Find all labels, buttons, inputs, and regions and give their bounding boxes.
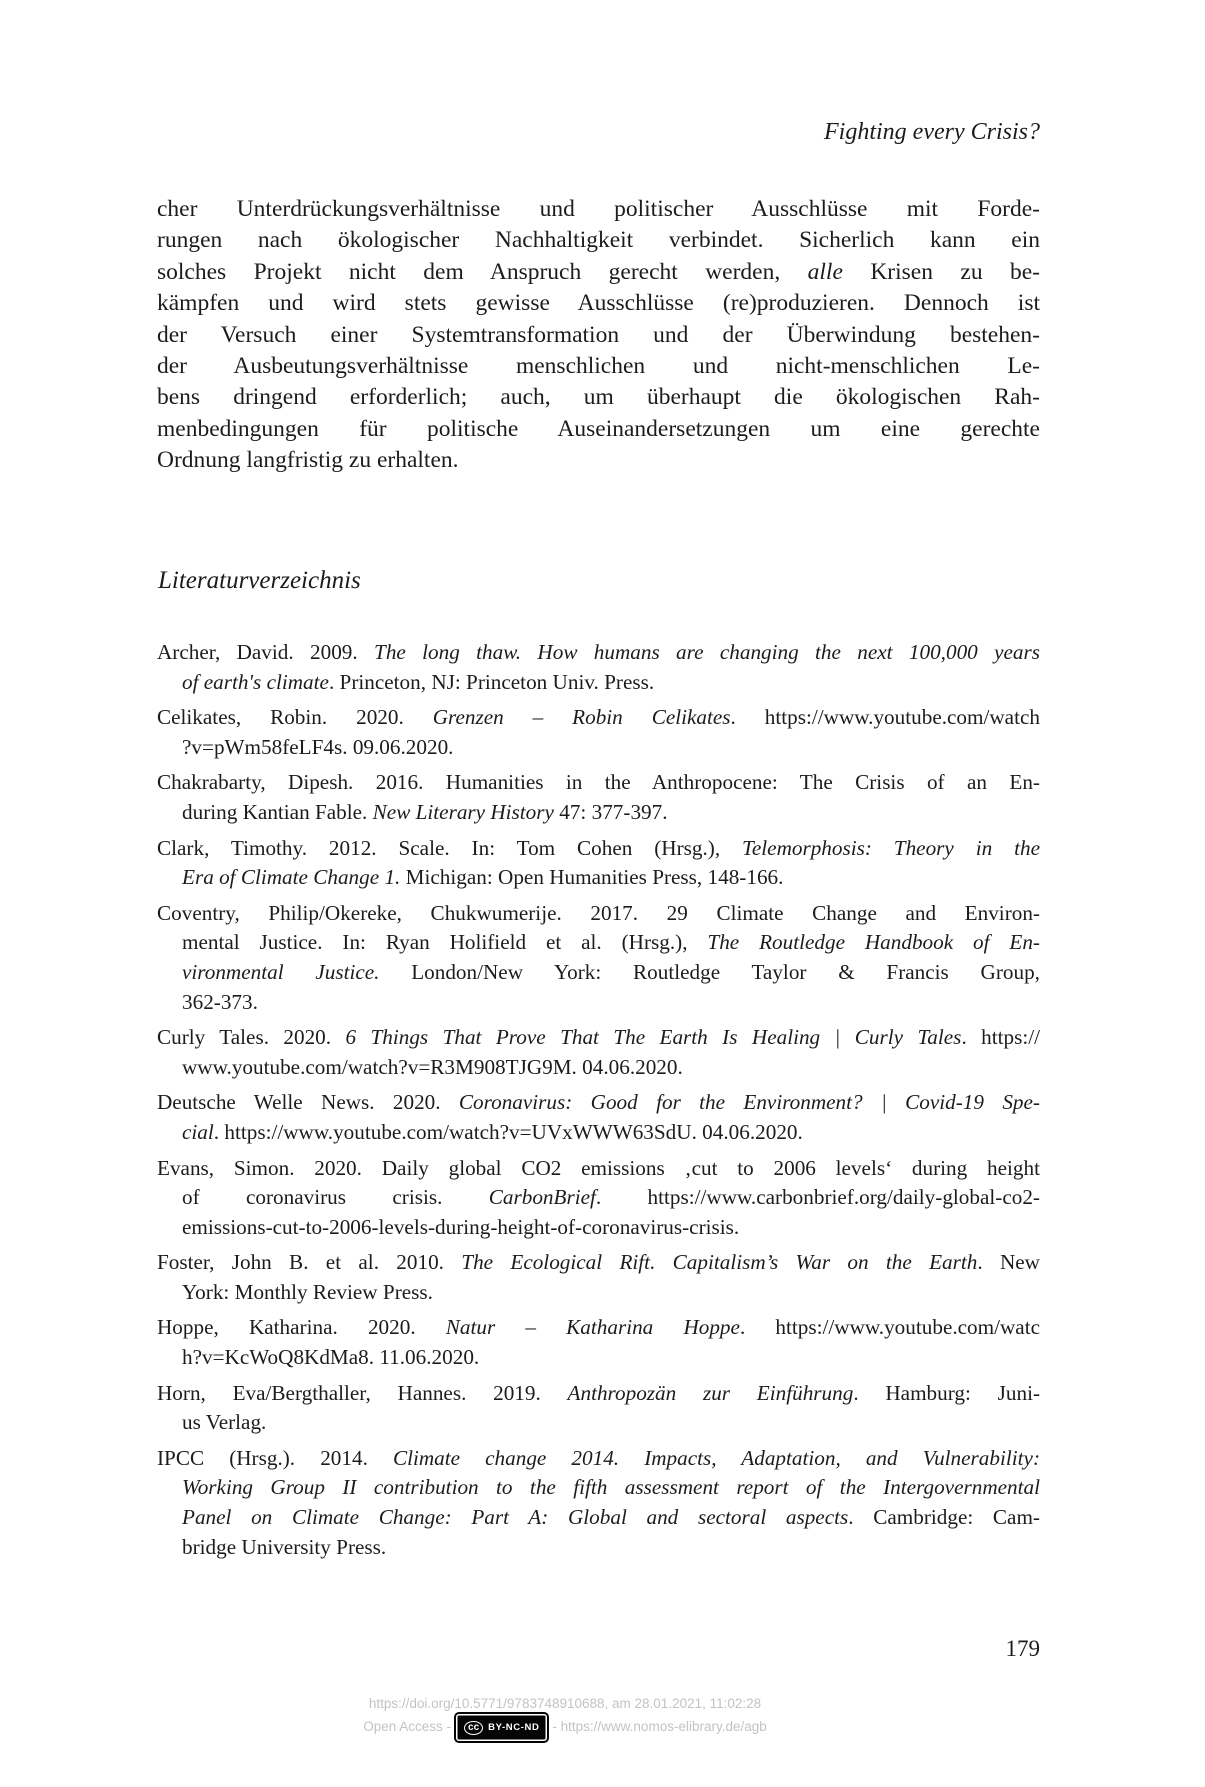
italic-text: Anthropozän zur Einführung <box>567 1380 854 1405</box>
text: ?v=pWm58feLF4s. 09.06.2020. <box>182 734 454 759</box>
text: during Kantian Fable. <box>182 799 373 824</box>
italic-text: Era of Climate Change 1. <box>182 865 401 890</box>
text: 47: 377-397. <box>553 799 668 824</box>
text: Celikates, Robin. 2020. <box>157 705 433 730</box>
text: Archer, David. 2009. <box>157 640 375 664</box>
running-header: Fighting every Crisis? <box>824 119 1040 145</box>
footer-doi-line: https://doi.org/10.5771/9783748910688, am 28.01.2021, 11:02:28 <box>368 1696 762 1711</box>
text-line <box>157 1023 1040 1053</box>
italic-text: 6 Things That Prove That The Earth Is Healing | Curly Tales <box>345 1025 962 1050</box>
text: rungen nach ökologischer Nachhaltigkeit verbindet. Sicherlich kann ein <box>157 227 1040 254</box>
section-heading: Literaturverzeichnis <box>158 567 361 594</box>
text: solches Projekt nicht dem Anspruch gerecht werden, <box>157 258 808 285</box>
bibliography-entry <box>157 1444 1040 1562</box>
page-footer <box>0 1693 1130 1741</box>
text: . Cambridge: Cam- <box>848 1505 1040 1530</box>
text-line <box>157 703 1040 733</box>
text: mental Justice. In: Ryan Holifield et al. (Hrsg.), <box>182 930 708 955</box>
text: menbedingungen für politische Auseinandersetzungen um eine gerechte <box>157 415 1040 442</box>
text-line <box>157 1278 1040 1308</box>
cc-icon: cc <box>464 1721 483 1735</box>
text: London/New York: Routledge Taylor & Francis Group, <box>379 959 1040 984</box>
text-line <box>157 1473 1040 1503</box>
text: Horn, Eva/Bergthaller, Hannes. 2019. <box>157 1380 568 1405</box>
text: Ordnung langfristig zu erhalten. <box>157 447 459 474</box>
text: Coventry, Philip/Okereke, Chukwumerije. 2017. 29 Climate Change and Environ- <box>157 900 1040 925</box>
text: cher Unterdrückungsverhältnisse und politischer Ausschlüsse mit Forde- <box>157 196 1040 222</box>
text-line <box>157 225 1040 256</box>
text-line <box>157 1408 1040 1438</box>
text: Deutsche Welle News. 2020. <box>157 1090 459 1115</box>
text: York: Monthly Review Press. <box>182 1279 433 1304</box>
text: us Verlag. <box>182 1410 267 1435</box>
text: bridge University Press. <box>182 1534 387 1559</box>
text-line <box>157 1444 1040 1474</box>
text-line <box>157 668 1040 698</box>
italic-text: Panel on Climate Change: Part A: Global and sectoral aspects <box>182 1505 849 1530</box>
agb-url-label: - https://www.nomos-elibrary.de/agb <box>552 1719 767 1735</box>
text: . https://www.carbonbrief.org/daily-global-co2- <box>595 1185 1040 1210</box>
text: of coronavirus crisis. <box>182 1185 489 1210</box>
text-line <box>157 194 1040 225</box>
text-line <box>157 1053 1040 1083</box>
bibliography-entry <box>157 1313 1040 1372</box>
text-line <box>157 1313 1040 1343</box>
text: www.youtube.com/watch?v=R3M908TJG9M. 04.06.2020. <box>182 1054 683 1079</box>
text-line <box>157 288 1040 319</box>
text-line <box>157 834 1040 864</box>
text-line <box>157 899 1040 929</box>
bibliography-entry <box>157 1379 1040 1438</box>
text: kämpfen und wird stets gewisse Ausschlüsse (re)produzieren. Dennoch ist <box>157 290 1040 317</box>
text: Clark, Timothy. 2012. Scale. In: Tom Cohen (Hrsg.), <box>157 835 743 860</box>
text: bens dringend erforderlich; auch, um überhaupt die ökologischen Rah- <box>157 384 1040 411</box>
text-line <box>157 1088 1040 1118</box>
italic-text: Working Group II contribution to the fifth assessment report of the Intergovernmental <box>182 1475 1040 1500</box>
italic-text: CarbonBrief <box>488 1185 596 1210</box>
text-line <box>157 863 1040 893</box>
text-line <box>157 733 1040 763</box>
open-access-label: Open Access - <box>363 1719 452 1735</box>
italic-text: The Routledge Handbook of En- <box>707 930 1040 955</box>
text-line <box>157 1503 1040 1533</box>
text: . https://www.youtube.com/watch?v=UVxWWW63SdU. 04.06.2020. <box>213 1119 803 1144</box>
text-line <box>157 798 1040 828</box>
text: Curly Tales. 2020. <box>157 1025 346 1050</box>
text-line <box>157 638 1040 668</box>
bibliography-entry <box>157 1248 1040 1307</box>
italic-text: New Literary History <box>372 799 554 824</box>
license-type-label: BY-NC-ND <box>488 1722 540 1733</box>
text-line <box>157 1343 1040 1373</box>
text: Evans, Simon. 2020. Daily global CO2 emissions ‚cut to 2006 levels‘ during height <box>157 1155 1040 1180</box>
text-line <box>157 445 1040 476</box>
text-line <box>157 414 1040 445</box>
italic-text: Grenzen – Robin Celikates <box>432 705 731 730</box>
italic-text: cial <box>182 1119 214 1144</box>
text-line <box>157 320 1040 351</box>
body-paragraph <box>157 194 1040 477</box>
bibliography-list <box>157 638 1040 1562</box>
text: Chakrabarty, Dipesh. 2016. Humanities in the Anthropocene: The Crisis of an En- <box>157 770 1040 795</box>
text: der Versuch einer Systemtransformation und der Überwindung bestehen- <box>157 321 1040 348</box>
text: . https://www.youtube.com/watc <box>739 1315 1040 1340</box>
text-line <box>157 1248 1040 1278</box>
text-line <box>157 1154 1040 1184</box>
italic-text: The Ecological Rift. Capitalism’s War on the Earth <box>461 1250 978 1275</box>
italic-text: vironmental Justice. <box>182 959 380 984</box>
italic-text: The long thaw. How humans are changing the next 100,000 years <box>374 640 1040 664</box>
text: der Ausbeutungsverhältnisse menschlichen und nicht-menschlichen Le- <box>157 352 1040 379</box>
text-line <box>157 351 1040 382</box>
footer-license-line <box>0 1714 1130 1741</box>
text-line <box>157 958 1040 988</box>
text-line <box>157 1118 1040 1148</box>
text-line <box>157 1213 1040 1243</box>
text: emissions-cut-to-2006-levels-during-height-of-coronavirus-crisis. <box>182 1214 740 1239</box>
text: Hoppe, Katharina. 2020. <box>157 1315 446 1340</box>
bibliography-entry <box>157 834 1040 893</box>
text: . Hamburg: Juni- <box>853 1380 1040 1405</box>
italic-text: Climate change 2014. Impacts, Adaptation, and Vulnerability: <box>392 1445 1040 1470</box>
bibliography-entry <box>157 703 1040 762</box>
text: Michigan: Open Humanities Press, 148-166. <box>400 865 784 890</box>
bibliography-entry <box>157 1154 1040 1243</box>
text-line <box>157 1183 1040 1213</box>
text: Foster, John B. et al. 2010. <box>157 1250 462 1275</box>
text: . https:// <box>961 1025 1040 1050</box>
cc-license-badge <box>456 1714 547 1741</box>
text: Krisen zu be- <box>842 258 1040 285</box>
text-line <box>157 382 1040 413</box>
italic-text: alle <box>807 258 843 285</box>
text: . New <box>977 1250 1040 1275</box>
bibliography-entry <box>157 1088 1040 1147</box>
text-line <box>157 257 1040 288</box>
italic-text: Coronavirus: Good for the Environment? | Covid-19 Spe- <box>458 1090 1040 1115</box>
bibliography-entry <box>157 899 1040 1017</box>
text-line <box>157 1533 1040 1563</box>
text: . Princeton, NJ: Princeton Univ. Press. <box>328 669 655 694</box>
text: . https://www.youtube.com/watch <box>730 705 1040 730</box>
text-line <box>157 1379 1040 1409</box>
text: h?v=KcWoQ8KdMa8. 11.06.2020. <box>182 1345 480 1370</box>
text-line <box>157 768 1040 798</box>
bibliography-entry <box>157 638 1040 697</box>
bibliography-entry <box>157 768 1040 827</box>
text: IPCC (Hrsg.). 2014. <box>157 1445 393 1470</box>
italic-text: Telemorphosis: Theory in the <box>742 835 1040 860</box>
text-line <box>157 928 1040 958</box>
italic-text: Natur – Katharina Hoppe <box>445 1315 740 1340</box>
text: 362-373. <box>182 989 258 1014</box>
page-number: 179 <box>1005 1636 1040 1661</box>
bibliography-entry <box>157 1023 1040 1082</box>
text-line <box>157 988 1040 1018</box>
italic-text: of earth's climate <box>182 669 329 694</box>
